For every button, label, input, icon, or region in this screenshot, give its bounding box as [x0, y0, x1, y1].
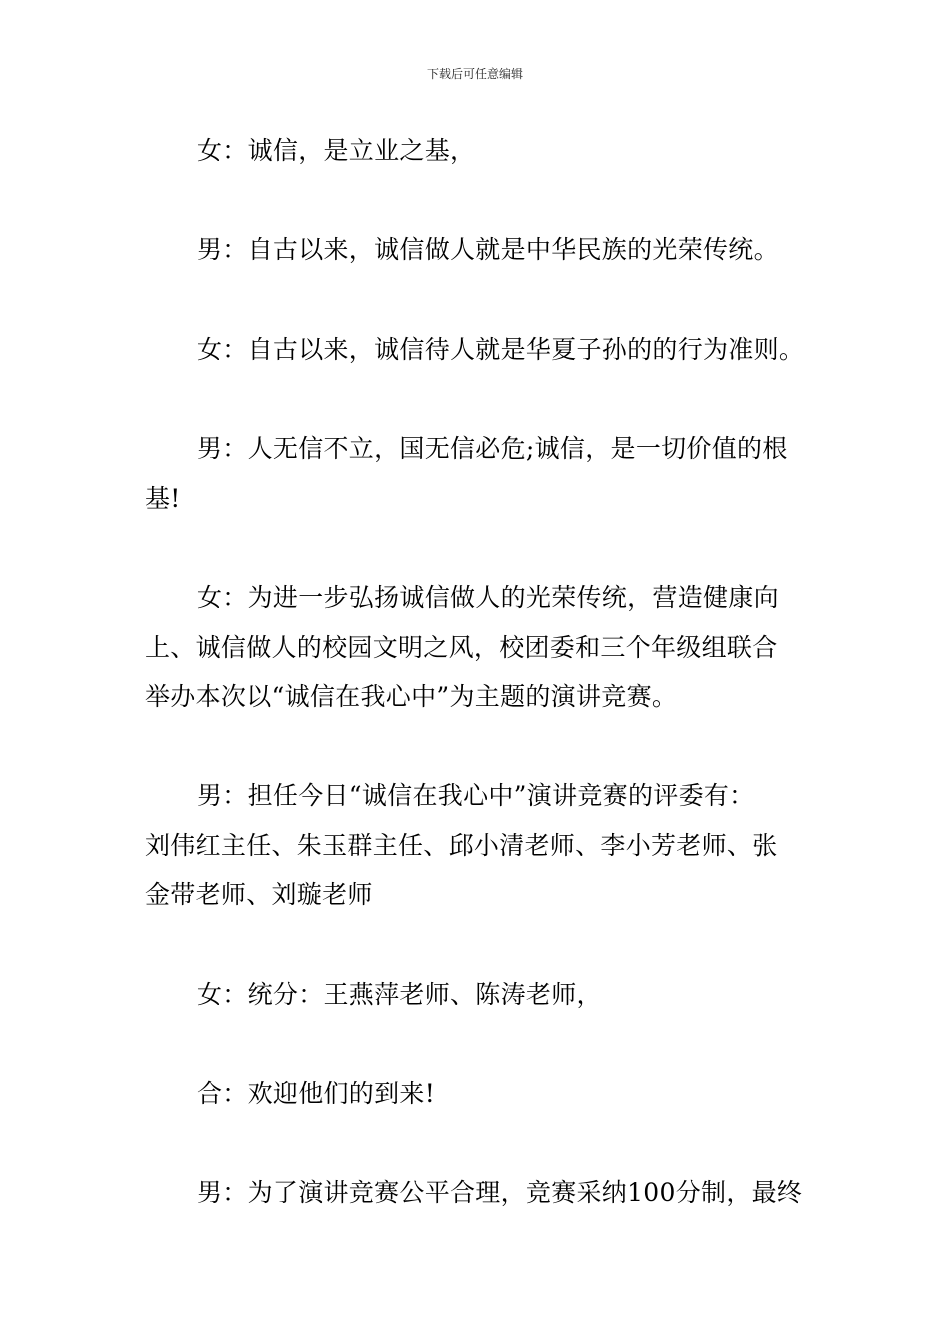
paragraph-line: 女：诚信，是立业之基，	[197, 136, 476, 165]
paragraph-line: 男：自古以来，诚信做人就是中华民族的光荣传统。	[197, 235, 779, 264]
paragraph-line: 上、诚信做人的校园文明之风，校团委和三个年级组联合	[145, 633, 778, 662]
paragraph-line: 女：为进一步弘扬诚信做人的光荣传统，营造健康向	[197, 583, 779, 612]
paragraph-line: 女：统分：王燕萍老师、陈涛老师，	[197, 980, 602, 1009]
paragraph-line: 男：为了演讲竞赛公平合理，竞赛采纳100分制，最终	[197, 1178, 803, 1207]
paragraph-line: 举办本次以“诚信在我心中”为主题的演讲竞赛。	[145, 682, 678, 711]
page-header: 下载后可任意编辑	[426, 67, 523, 81]
paragraph-line: 女：自古以来，诚信待人就是华夏子孙的的行为准则。	[197, 335, 805, 364]
paragraph-line: 男：人无信不立，国无信必危;诚信，是一切价值的根	[197, 434, 788, 463]
paragraph-line: 基!	[145, 484, 181, 513]
paragraph-line: 金带老师、刘璇老师	[145, 880, 373, 909]
paragraph-line: 刘伟红主任、朱玉群主任、邱小清老师、李小芳老师、张	[145, 831, 778, 860]
paragraph-line: 男：担任今日“诚信在我心中”演讲竞赛的评委有：	[197, 781, 755, 810]
paragraph-line: 合：欢迎他们的到来!	[197, 1079, 436, 1108]
